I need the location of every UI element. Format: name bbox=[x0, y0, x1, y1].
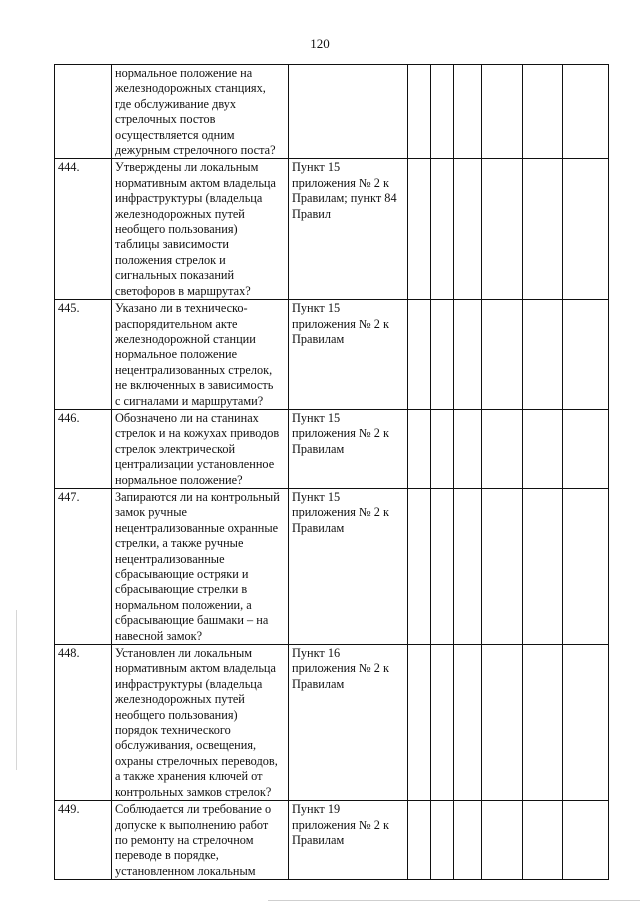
reference-line: Правилам bbox=[292, 441, 345, 456]
answer-cell bbox=[431, 159, 454, 300]
question-line: допуске к выполнению работ bbox=[115, 817, 269, 832]
question-line: нормальное положение на bbox=[115, 66, 253, 80]
reference-line: Правилам bbox=[292, 676, 345, 691]
item-number: 445. bbox=[58, 301, 80, 316]
answer-cell bbox=[431, 488, 454, 644]
question-line: контрольных замков стрелок? bbox=[115, 784, 272, 799]
item-number-cell bbox=[55, 645, 112, 801]
question-line: необщего пользования) bbox=[115, 707, 238, 722]
item-number: 448. bbox=[58, 646, 80, 661]
question-line: Указано ли в техническо- bbox=[115, 301, 248, 316]
answer-cell bbox=[563, 645, 609, 801]
question-line: сбрасывающие остряки и bbox=[115, 567, 249, 581]
item-number: 446. bbox=[58, 410, 80, 425]
reference-cell bbox=[289, 159, 408, 300]
reference-cell bbox=[289, 645, 408, 801]
question-line: стрелок и на кожухах приводов bbox=[115, 426, 280, 441]
answer-cell bbox=[431, 65, 454, 159]
answer-cell bbox=[563, 409, 609, 488]
question-line: сбрасывающие башмаки – на bbox=[115, 613, 269, 628]
question-line: не включенных в зависимость bbox=[115, 378, 274, 393]
question-line: Установлен ли локальным bbox=[115, 646, 253, 661]
checklist-rows bbox=[55, 65, 609, 880]
question-line: положения стрелок и bbox=[115, 252, 226, 267]
answer-cell bbox=[523, 159, 563, 300]
question-line: таблицы зависимости bbox=[115, 237, 229, 252]
answer-cell bbox=[454, 488, 482, 644]
question-cell bbox=[112, 65, 289, 159]
reference-line: Правилам bbox=[292, 331, 345, 346]
question-line: инфраструктуры (владельца bbox=[115, 191, 263, 206]
answer-cell bbox=[563, 488, 609, 644]
question-line: нормальном положении, а bbox=[115, 597, 252, 612]
answer-cell bbox=[563, 159, 609, 300]
item-number: 447. bbox=[58, 489, 80, 504]
answer-cell bbox=[454, 801, 482, 880]
question-line: по ремонту на стрелочном bbox=[115, 832, 254, 847]
answer-cell bbox=[454, 65, 482, 159]
answer-cell bbox=[563, 801, 609, 880]
question-line: Соблюдается ли требование о bbox=[115, 802, 272, 817]
answer-cell bbox=[482, 65, 523, 159]
answer-cell bbox=[431, 300, 454, 410]
reference-line: Пункт 15 bbox=[292, 410, 341, 425]
question-line: нормативным актом владельца bbox=[115, 661, 276, 676]
answer-cell bbox=[523, 801, 563, 880]
question-line: установленном локальным bbox=[115, 863, 256, 878]
reference-line: приложения № 2 к bbox=[292, 175, 389, 190]
question-line: нормальное положение? bbox=[115, 472, 243, 487]
item-number-cell bbox=[55, 409, 112, 488]
reference-cell bbox=[289, 488, 408, 644]
question-line: инфраструктуры (владельца bbox=[115, 676, 263, 691]
question-line: железнодорожных станциях, bbox=[115, 81, 266, 96]
question-line: Обозначено ли на станинах bbox=[115, 410, 259, 425]
question-line: стрелок электрической bbox=[115, 441, 236, 456]
reference-line: приложения № 2 к bbox=[292, 505, 389, 520]
reference-line: Пункт 15 bbox=[292, 160, 341, 175]
answer-cell bbox=[482, 159, 523, 300]
answer-cell bbox=[482, 645, 523, 801]
question-line: где обслуживание двух bbox=[115, 96, 237, 111]
question-line: нецентрализованные охранные bbox=[115, 520, 279, 535]
answer-cell bbox=[408, 300, 431, 410]
question-line: железнодорожных путей bbox=[115, 206, 245, 221]
question-line: стрелочных постов bbox=[115, 112, 216, 127]
table-row bbox=[55, 409, 609, 488]
question-line: железнодорожной станции bbox=[115, 331, 256, 346]
answer-cell bbox=[431, 801, 454, 880]
reference-line: приложения № 2 к bbox=[292, 316, 389, 331]
answer-cell bbox=[482, 300, 523, 410]
item-number-cell bbox=[55, 300, 112, 410]
question-line: а также хранения ключей от bbox=[115, 769, 263, 784]
reference-line: Пункт 16 bbox=[292, 646, 341, 661]
answer-cell bbox=[563, 300, 609, 410]
answer-cell bbox=[408, 488, 431, 644]
reference-cell bbox=[289, 65, 408, 159]
answer-cell bbox=[482, 409, 523, 488]
reference-line: приложения № 2 к bbox=[292, 817, 389, 832]
question-cell bbox=[112, 645, 289, 801]
question-line: обслуживания, освещения, bbox=[115, 738, 257, 753]
answer-cell bbox=[563, 65, 609, 159]
question-cell bbox=[112, 801, 289, 880]
scan-margin-mark bbox=[16, 610, 17, 770]
question-line: переводе в порядке, bbox=[115, 848, 219, 863]
item-number-cell bbox=[55, 159, 112, 300]
question-line: светофоров в маршрутах? bbox=[115, 283, 251, 298]
reference-line: Правилам bbox=[292, 520, 345, 535]
reference-line: приложения № 2 к bbox=[292, 426, 389, 441]
reference-line: Правилам bbox=[292, 832, 345, 847]
answer-cell bbox=[408, 409, 431, 488]
question-cell bbox=[112, 159, 289, 300]
reference-line: Правилам; пункт 84 bbox=[292, 191, 397, 206]
question-line: замок ручные bbox=[115, 505, 187, 520]
table-row bbox=[55, 65, 609, 159]
question-line: нецентрализованных стрелок, bbox=[115, 362, 273, 377]
reference-line: Правил bbox=[292, 206, 332, 221]
answer-cell bbox=[454, 159, 482, 300]
question-line: осуществляется одним bbox=[115, 127, 235, 142]
reference-cell bbox=[289, 409, 408, 488]
answer-cell bbox=[408, 65, 431, 159]
question-line: сбрасывающие стрелки в bbox=[115, 582, 248, 597]
table-row bbox=[55, 300, 609, 410]
table-row bbox=[55, 159, 609, 300]
question-line: распорядительном акте bbox=[115, 316, 238, 331]
question-line: централизации установленное bbox=[115, 457, 275, 472]
item-number-cell bbox=[55, 488, 112, 644]
question-line: необщего пользования) bbox=[115, 222, 238, 237]
question-line: порядок технического bbox=[115, 723, 231, 738]
question-line: с сигналами и маршрутами? bbox=[115, 393, 264, 408]
answer-cell bbox=[523, 65, 563, 159]
question-line: навесной замок? bbox=[115, 628, 203, 643]
checklist-table bbox=[54, 64, 609, 880]
answer-cell bbox=[454, 409, 482, 488]
answer-cell bbox=[523, 409, 563, 488]
answer-cell bbox=[454, 645, 482, 801]
question-line: охраны стрелочных переводов, bbox=[115, 753, 278, 768]
item-number-cell bbox=[55, 801, 112, 880]
question-line: сигнальных показаний bbox=[115, 268, 235, 283]
answer-cell bbox=[523, 488, 563, 644]
question-line: Утверждены ли локальным bbox=[115, 160, 259, 175]
table-row bbox=[55, 801, 609, 880]
item-number-cell bbox=[55, 65, 112, 159]
answer-cell bbox=[431, 645, 454, 801]
bottom-scan-line bbox=[268, 900, 640, 901]
question-line: нецентрализованные bbox=[115, 551, 225, 566]
answer-cell bbox=[431, 409, 454, 488]
question-line: Запираются ли на контрольный bbox=[115, 489, 280, 504]
answer-cell bbox=[482, 801, 523, 880]
question-cell bbox=[112, 488, 289, 644]
reference-cell bbox=[289, 801, 408, 880]
answer-cell bbox=[454, 300, 482, 410]
answer-cell bbox=[408, 645, 431, 801]
question-line: нормативным актом владельца bbox=[115, 175, 276, 190]
answer-cell bbox=[482, 488, 523, 644]
table-row bbox=[55, 645, 609, 801]
item-number: 444. bbox=[58, 160, 80, 175]
page-number: 120 bbox=[310, 36, 330, 51]
answer-cell bbox=[523, 645, 563, 801]
answer-cell bbox=[408, 159, 431, 300]
reference-line: Пункт 15 bbox=[292, 489, 341, 504]
reference-cell bbox=[289, 300, 408, 410]
answer-cell bbox=[523, 300, 563, 410]
question-line: дежурным стрелочного поста? bbox=[115, 143, 276, 158]
reference-line: приложения № 2 к bbox=[292, 661, 389, 676]
question-cell bbox=[112, 409, 289, 488]
answer-cell bbox=[408, 801, 431, 880]
question-cell bbox=[112, 300, 289, 410]
reference-line: Пункт 15 bbox=[292, 301, 341, 316]
question-line: стрелки, а также ручные bbox=[115, 536, 244, 551]
question-line: нормальное положение bbox=[115, 347, 238, 362]
reference-line: Пункт 19 bbox=[292, 802, 341, 817]
table-row bbox=[55, 488, 609, 644]
item-number: 449. bbox=[58, 802, 80, 817]
question-line: железнодорожных путей bbox=[115, 692, 245, 707]
